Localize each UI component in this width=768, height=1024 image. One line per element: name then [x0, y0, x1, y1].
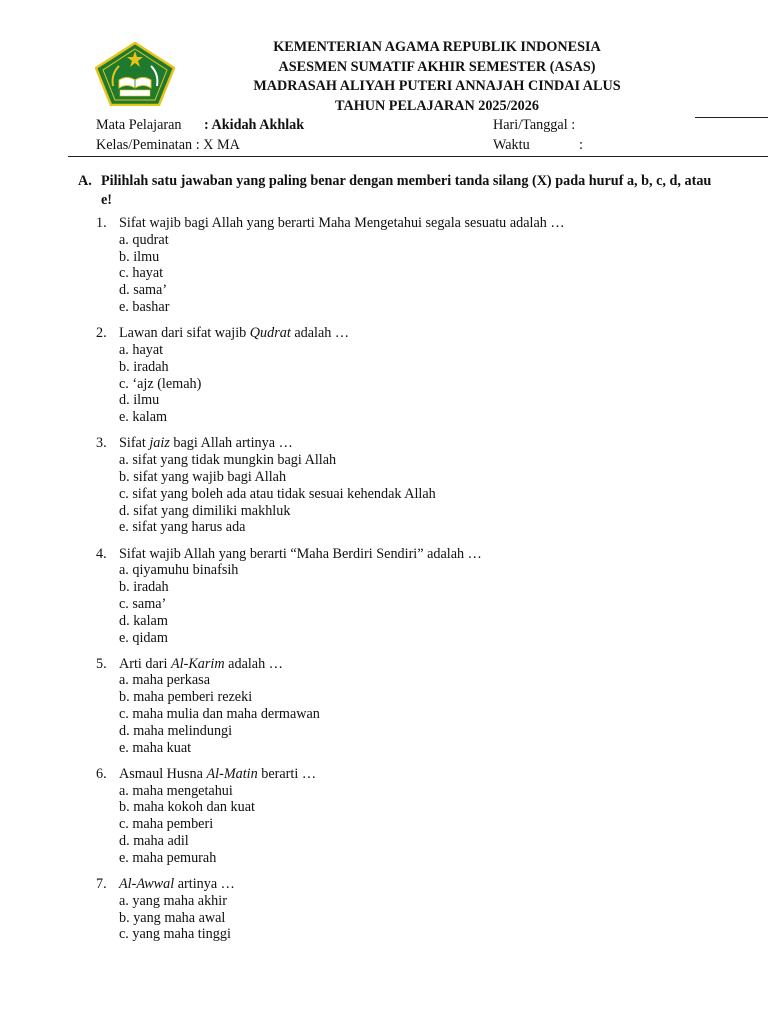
answer-option: b. iradah [119, 579, 169, 596]
answer-option: b. yang maha awal [119, 909, 226, 926]
answer-option: d. ilmu [119, 392, 160, 409]
info-row-hari [493, 116, 583, 136]
answer-option: c. ‘ajz (lemah) [119, 375, 202, 392]
question-text [119, 546, 736, 563]
answer-options [119, 783, 736, 867]
waktu-colon: : [579, 136, 583, 153]
answer-option: b. ilmu [119, 248, 160, 265]
answer-option: a. qudrat [119, 231, 169, 248]
question-text-part: artinya … [174, 876, 235, 893]
answer-option: d. kalam [119, 612, 168, 629]
answer-option: a. maha perkasa [119, 672, 210, 689]
answer-option: a. maha mengetahui [119, 782, 233, 799]
header-divider [68, 156, 768, 157]
answer-options [119, 342, 736, 426]
question-text [119, 656, 736, 673]
answer-option: a. hayat [119, 341, 164, 358]
question-item [96, 766, 736, 867]
question-item [96, 215, 736, 316]
question-text-part: bagi Allah artinya … [169, 435, 293, 452]
answer-option: b. iradah [119, 358, 169, 375]
question-number: 3. [96, 435, 107, 452]
header-line-ministry: KEMENTERIAN AGAMA REPUBLIK INDONESIA [273, 39, 601, 55]
answer-option: e. qidam [119, 629, 168, 646]
question-text [119, 435, 736, 452]
mapel-value: : Akidah Akhlak [204, 117, 305, 133]
question-text-part: Sifat wajib bagi Allah yang berarti Maha Mengetahui segala sesuatu adalah … [119, 215, 565, 231]
waktu-label: Waktu [493, 136, 530, 153]
question-list [96, 215, 736, 953]
question-text-part: berarti … [257, 765, 317, 782]
exam-header [200, 38, 674, 116]
answer-option: c. hayat [119, 265, 164, 282]
header-stub-line [695, 117, 768, 118]
answer-option: a. qiyamuhu binafsih [119, 562, 239, 579]
header-line-school: MADRASAH ALIYAH PUTERI ANNAJAH CINDAI ALUS [253, 78, 621, 95]
answer-option: c. yang maha tinggi [119, 926, 231, 943]
question-text-part: Lawan dari sifat wajib [119, 325, 250, 342]
hari-label: Hari/Tanggal : [493, 117, 576, 133]
answer-option: e. kalam [119, 409, 168, 426]
question-text-part: Arti dari [119, 655, 172, 672]
answer-option: d. sama’ [119, 282, 168, 299]
question-text [119, 325, 736, 342]
kemenag-logo-icon [95, 42, 175, 106]
answer-options [119, 672, 736, 756]
section-text: Pilihlah satu jawaban yang paling benar dengan memberi tanda silang (X) pada huruf a, b, c, d, atau e! [101, 173, 712, 208]
kelas-label: Kelas/Peminatan [96, 136, 193, 153]
info-row-kelas [96, 136, 304, 156]
info-right [493, 116, 583, 155]
answer-option: e. maha kuat [119, 739, 192, 756]
question-text-part: adalah … [290, 325, 350, 342]
question-number: 5. [96, 655, 107, 672]
answer-option: b. sifat yang wajib bagi Allah [119, 468, 287, 485]
section-instruction [78, 172, 718, 210]
answer-option: a. yang maha akhir [119, 892, 227, 909]
section-letter: A. [78, 173, 92, 189]
question-text-part: Qudrat [249, 325, 291, 342]
answer-option: a. sifat yang tidak mungkin bagi Allah [119, 452, 337, 469]
question-number: 2. [96, 325, 107, 342]
header-line-year: TAHUN PELAJARAN 2025/2026 [335, 97, 539, 114]
kelas-value: : X MA [195, 136, 240, 153]
question-text-part: Asmaul Husna [119, 765, 207, 782]
question-text [119, 766, 736, 783]
answer-option: c. maha pemberi [119, 816, 214, 833]
answer-option: c. sama’ [119, 595, 167, 612]
question-number: 6. [96, 765, 107, 782]
header-line-exam: ASESMEN SUMATIF AKHIR SEMESTER (ASAS) [278, 58, 596, 75]
question-text [119, 215, 736, 232]
question-number: 4. [96, 545, 107, 562]
answer-options [119, 232, 736, 316]
question-item [96, 546, 736, 647]
answer-option: d. maha melindungi [119, 722, 233, 739]
answer-option: e. bashar [119, 298, 170, 315]
question-item [96, 435, 736, 536]
answer-option: b. maha kokoh dan kuat [119, 799, 255, 816]
question-number: 1. [96, 215, 107, 231]
answer-option: e. sifat yang harus ada [119, 519, 246, 536]
answer-option: e. maha pemurah [119, 849, 217, 866]
answer-options [119, 562, 736, 646]
question-text-part: Al-Karim [171, 655, 225, 672]
answer-options [119, 452, 736, 536]
answer-option: b. maha pemberi rezeki [119, 689, 253, 706]
question-text-part: Sifat wajib Allah yang berarti “Maha Berdiri Sendiri” adalah … [119, 545, 482, 562]
question-item [96, 656, 736, 757]
question-item [96, 325, 736, 426]
answer-option: c. sifat yang boleh ada atau tidak sesuai kehendak Allah [119, 485, 436, 502]
question-number: 7. [96, 876, 107, 893]
info-row-waktu [493, 136, 583, 156]
question-text-part: Al-Awwal [119, 876, 175, 893]
question-text-part: adalah … [224, 655, 283, 672]
question-text [119, 876, 736, 893]
answer-options [119, 893, 736, 943]
question-text-part: Sifat [119, 435, 150, 452]
answer-option: c. maha mulia dan maha dermawan [119, 706, 320, 723]
answer-option: d. sifat yang dimiliki makhluk [119, 502, 291, 519]
question-text-part: Al-Matin [206, 765, 258, 782]
question-text-part: jaiz [149, 435, 170, 452]
info-row-mapel [96, 116, 304, 136]
mapel-label: Mata Pelajaran [96, 117, 182, 133]
info-left [96, 116, 304, 155]
answer-option: d. maha adil [119, 833, 189, 850]
question-item [96, 876, 736, 943]
